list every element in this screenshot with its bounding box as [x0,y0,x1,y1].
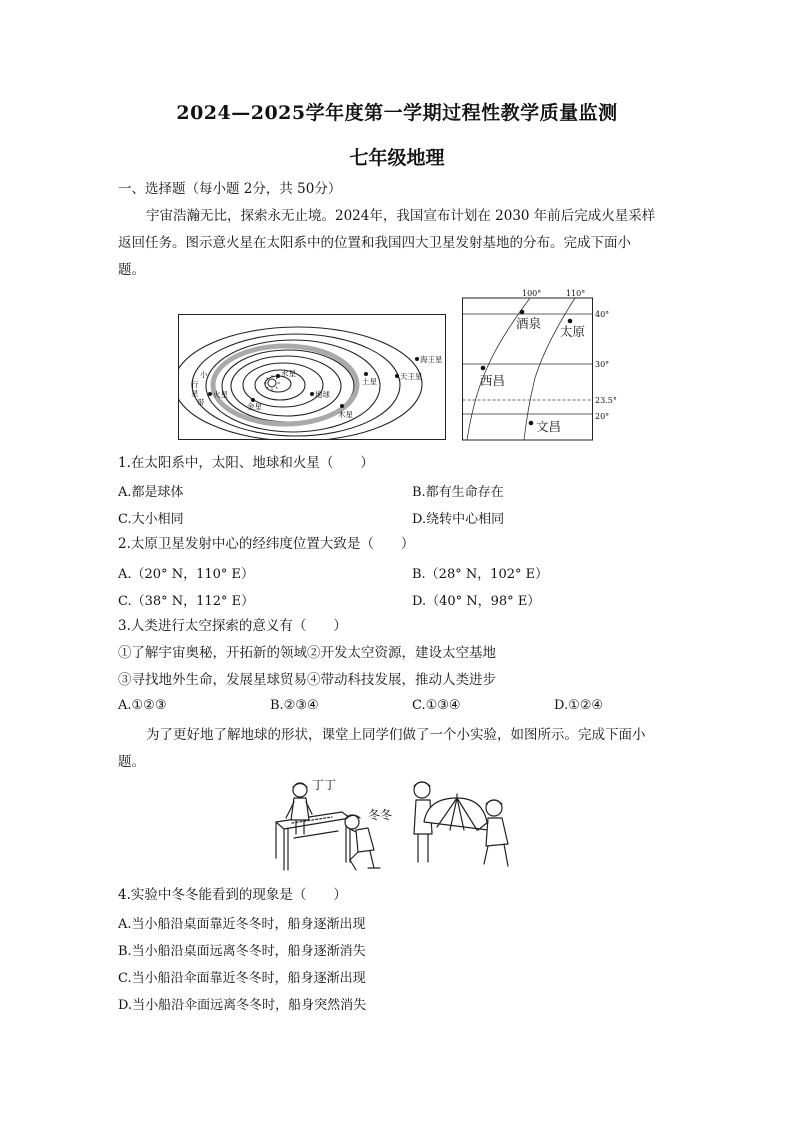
mercury-dot [276,374,280,378]
q1-option-c: C.大小相同 [118,512,184,527]
launch-sites-map [462,288,620,442]
intro2-line2: 题。 [118,754,145,770]
q3-option-c: C.①③④ [412,698,461,713]
wenchang-label: 文昌 [536,419,562,434]
q4-option-b: B.当小船沿桌面远离冬冬时，船身逐渐消失 [118,944,366,959]
q1-option-b: B.都有生命存在 [412,485,504,500]
q1-option-a: A.都是球体 [118,485,184,500]
taiyuan-dot [568,319,573,324]
q2-option-b: B.（28° N，102° E） [412,567,549,582]
q2-option-c: C.（38° N，112° E） [118,594,255,609]
q2-stem: 2.太原卫星发射中心的经纬度位置大致是（ ） [118,536,415,552]
section-heading: 一、选择题（每小题 2分，共 50分） [118,181,342,197]
mercury-label: 水星 [281,369,296,378]
xichang-dot [481,366,486,371]
saturn-dot [364,372,368,376]
neptune-label: 海王星 [420,355,443,364]
umbrella-drawing [424,794,488,830]
q2-option-d: D.（40° N，98° E） [412,594,541,609]
jupiter-dot [340,404,344,408]
experiment-figure [272,772,522,876]
xichang-label: 西昌 [480,373,506,388]
q3-option-b: B.②③④ [270,698,319,713]
q1-stem: 1.在太阳系中，太阳、地球和火星（ ） [118,455,374,471]
lat-20-label: 20° [595,412,610,421]
jupiter-label: 木星 [338,410,353,419]
wenchang-dot [529,421,534,426]
lon-100-label: 100° [522,289,542,298]
neptune-dot [415,357,419,361]
earth-label: 地球 [315,390,330,399]
lat-40-label: 40° [595,310,610,319]
saturn-label: 土星 [362,377,377,386]
table-drawing [276,812,350,870]
intro1-line1: 宇宙浩瀚无比，探索永无止境。2024年，我国宣布计划在 2030 年前后完成火星采样 [146,208,656,224]
q3-stem: 3.人类进行太空探索的意义有（ ） [118,618,347,634]
venus-label: 金星 [247,402,262,411]
q3-option-a: A.①②③ [118,698,167,713]
asteroid-label-3: 星 [191,389,199,398]
jiuquan-dot [520,310,525,315]
asteroid-label-2: 行 [191,380,199,389]
solar-system-figure [178,314,446,440]
jiuquan-label: 酒泉 [516,316,542,331]
dingding-label: 丁丁 [312,778,337,792]
intro1-line3: 题。 [118,262,145,278]
dongdong-label: 冬冬 [368,808,393,822]
exam-subtitle: 七年级地理 [349,147,445,169]
q3-statement-line1: ①了解宇宙奥秘，开拓新的领域②开发太空资源，建设太空基地 [118,645,496,661]
lat-23-5-label: 23.5° [595,396,617,405]
q4-stem: 4.实验中冬冬能看到的现象是（ ） [118,887,347,903]
exam-title: 2024—2025学年度第一学期过程性教学质量监测 [176,102,618,124]
intro2-line1: 为了更好地了解地球的形状，课堂上同学们做了一个小实验，如图所示。完成下面小 [146,727,646,743]
q1-option-d: D.绕转中心相同 [412,512,505,527]
q4-option-c: C.当小船沿伞面靠近冬冬时，船身逐渐出现 [118,971,366,986]
uranus-label: 天王星 [400,372,423,381]
earth-dot [310,392,314,396]
lat-30-label: 30° [595,360,610,369]
intro1-line2: 返回任务。图示意火星在太阳系中的位置和我国四大卫星发射基地的分布。完成下面小 [118,235,631,251]
lon-110-label: 110° [566,289,586,298]
asteroid-label-1: 小 [200,370,208,379]
mars-label: 火星 [213,390,228,399]
asteroid-label-4: 带 [197,398,205,407]
uranus-dot [395,374,399,378]
mars-dot [208,392,212,396]
q3-option-d: D.①②④ [554,698,604,713]
q3-statement-line2: ③寻找地外生命，发展星球贸易④带动科技发展，推动人类进步 [118,672,496,688]
taiyuan-label: 太原 [560,324,586,339]
q4-option-a: A.当小船沿桌面靠近冬冬时，船身逐渐出现 [118,917,366,932]
q2-option-a: A.（20° N，110° E） [118,567,255,582]
q4-option-d: D.当小船沿伞面远离冬冬时，船身突然消失 [118,998,367,1013]
